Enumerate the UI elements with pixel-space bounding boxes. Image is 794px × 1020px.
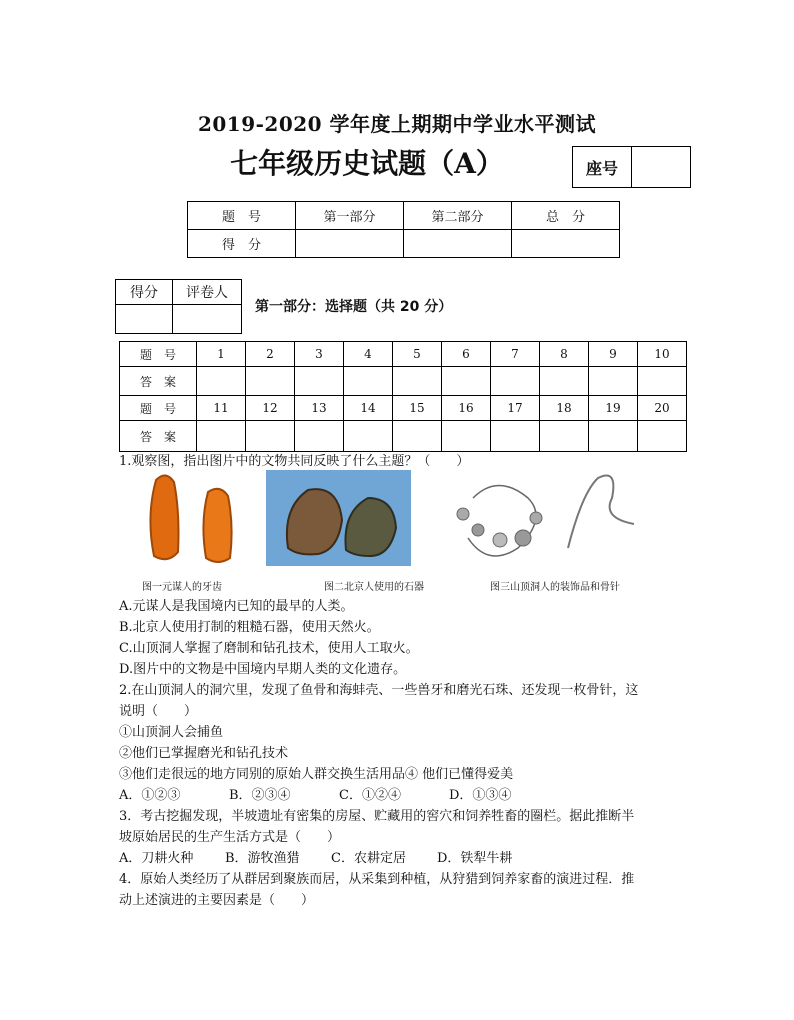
q2-option-d: D．①③④: [449, 788, 512, 803]
exam-subtitle: 七年级历史试题（A）: [230, 147, 504, 180]
caption-3: 图三山顶洞人的装饰品和骨针: [490, 582, 620, 593]
answer-cell[interactable]: [638, 421, 687, 452]
teeth-image: [150, 475, 231, 562]
score-cell[interactable]: [512, 230, 620, 258]
answer-cell[interactable]: [442, 421, 491, 452]
answer-cell[interactable]: [344, 421, 393, 452]
score-header-num: 题 号: [188, 202, 296, 230]
q2-item-1: ①山顶洞人会捕鱼: [119, 725, 224, 740]
answer-cell[interactable]: [197, 421, 246, 452]
q1-option-d: D.图片中的文物是中国境内早期人类的文化遗存。: [119, 662, 407, 677]
answer-cell[interactable]: [344, 367, 393, 396]
answer-grid-num-row-2: [120, 396, 687, 421]
seat-number-box: [572, 146, 691, 188]
score-cell[interactable]: [296, 230, 404, 258]
score-header-total: 总 分: [512, 202, 620, 230]
qnum: 4: [344, 342, 393, 367]
ornaments-needle-image: [457, 476, 634, 557]
q2-item-3: ③他们走很远的地方同别的原始人群交换生活用品④ 他们已懂得爱美: [119, 767, 514, 782]
answer-grid: [119, 341, 687, 452]
q1-option-c: C.山顶洞人掌握了磨制和钻孔技术，使用人工取火。: [119, 641, 419, 656]
answer-cell[interactable]: [246, 367, 295, 396]
answer-cell[interactable]: [491, 367, 540, 396]
qnum: 20: [638, 396, 687, 421]
ans-label: 答 案: [120, 367, 197, 396]
grader-box: [115, 279, 242, 334]
q1-option-b: B.北京人使用打制的粗糙石器，使用天然火。: [119, 620, 380, 635]
q3-option-a: A．刀耕火种: [119, 851, 194, 866]
ans-label: 答 案: [120, 421, 197, 452]
grader-score-label: 得分: [116, 280, 173, 305]
answer-cell[interactable]: [295, 421, 344, 452]
answer-cell[interactable]: [540, 421, 589, 452]
qnum: 14: [344, 396, 393, 421]
qnum: 8: [540, 342, 589, 367]
q3-option-b: B．游牧渔猎: [225, 851, 300, 866]
q3-options: [119, 849, 512, 869]
q2-option-a: A．①②③: [119, 788, 181, 803]
question-3-line1: 3．考古挖掘发现，半坡遗址有密集的房屋、贮藏用的窖穴和饲养牲畜的圈栏。据此推断半: [119, 809, 635, 824]
qnum: 17: [491, 396, 540, 421]
qnum: 15: [393, 396, 442, 421]
qnum: 9: [589, 342, 638, 367]
question-3-line2: 坡原始居民的生产生活方式是（ ）: [119, 830, 341, 845]
question-4-line2: 动上述演进的主要因素是（ ）: [119, 893, 315, 908]
grader-score-cell[interactable]: [116, 305, 173, 334]
seat-field[interactable]: [632, 147, 691, 188]
q2-option-c: C．①②④: [339, 788, 401, 803]
answer-cell[interactable]: [638, 367, 687, 396]
qnum: 1: [197, 342, 246, 367]
grader-name-label: 评卷人: [173, 280, 242, 305]
qnum: 3: [295, 342, 344, 367]
answer-grid-num-row-1: [120, 342, 687, 367]
grader-name-cell[interactable]: [173, 305, 242, 334]
score-cell[interactable]: [404, 230, 512, 258]
seat-label: 座号: [573, 147, 632, 188]
answer-grid-ans-row-2: [120, 421, 687, 452]
answer-cell[interactable]: [442, 367, 491, 396]
artifact-illustrations: [128, 468, 648, 578]
answer-cell[interactable]: [589, 421, 638, 452]
qnum: 7: [491, 342, 540, 367]
stone-tools-image: [266, 470, 411, 566]
q2-options: [119, 786, 511, 806]
qnum: 16: [442, 396, 491, 421]
answer-cell[interactable]: [246, 421, 295, 452]
part1-heading: 第一部分：选择题（共 20 分）: [255, 299, 453, 315]
answer-cell[interactable]: [589, 367, 638, 396]
answer-cell[interactable]: [393, 421, 442, 452]
caption-2: 图二北京人使用的石器: [324, 582, 424, 593]
score-row-label: 得 分: [188, 230, 296, 258]
answer-cell[interactable]: [491, 421, 540, 452]
qnum: 13: [295, 396, 344, 421]
num-label: 题 号: [120, 396, 197, 421]
qnum: 5: [393, 342, 442, 367]
score-header-part1: 第一部分: [296, 202, 404, 230]
qnum: 2: [246, 342, 295, 367]
question-2-line2: 说明（ ）: [119, 704, 198, 719]
answer-cell[interactable]: [540, 367, 589, 396]
question-1: 1.观察图，指出图片中的文物共同反映了什么主题？（ ）: [119, 454, 470, 469]
question-4-line1: 4．原始人类经历了从群居到聚族而居，从采集到种植，从狩猎到饲养家畜的演进过程．推: [119, 872, 635, 887]
score-header-part2: 第二部分: [404, 202, 512, 230]
exam-title: 2019-2020 学年度上期期中学业水平测试: [197, 112, 597, 136]
score-table: [187, 201, 620, 258]
q2-item-2: ②他们已掌握磨光和钻孔技术: [119, 746, 289, 761]
question-2-line1: 2.在山顶洞人的洞穴里，发现了鱼骨和海蚌壳、一些兽牙和磨光石珠、还发现一枚骨针，这: [119, 683, 639, 698]
qnum: 12: [246, 396, 295, 421]
answer-cell[interactable]: [197, 367, 246, 396]
num-label: 题 号: [120, 342, 197, 367]
answer-cell[interactable]: [295, 367, 344, 396]
qnum: 10: [638, 342, 687, 367]
q3-option-d: D．铁犁牛耕: [437, 851, 513, 866]
q3-option-c: C．农耕定居: [331, 851, 406, 866]
q2-option-b: B．②③④: [229, 788, 291, 803]
artifact-images: [128, 468, 648, 593]
qnum: 11: [197, 396, 246, 421]
qnum: 19: [589, 396, 638, 421]
answer-cell[interactable]: [393, 367, 442, 396]
caption-1: 图一元谋人的牙齿: [142, 582, 222, 593]
q1-option-a: A.元谋人是我国境内已知的最早的人类。: [119, 599, 354, 614]
qnum: 6: [442, 342, 491, 367]
answer-grid-ans-row-1: [120, 367, 687, 396]
qnum: 18: [540, 396, 589, 421]
